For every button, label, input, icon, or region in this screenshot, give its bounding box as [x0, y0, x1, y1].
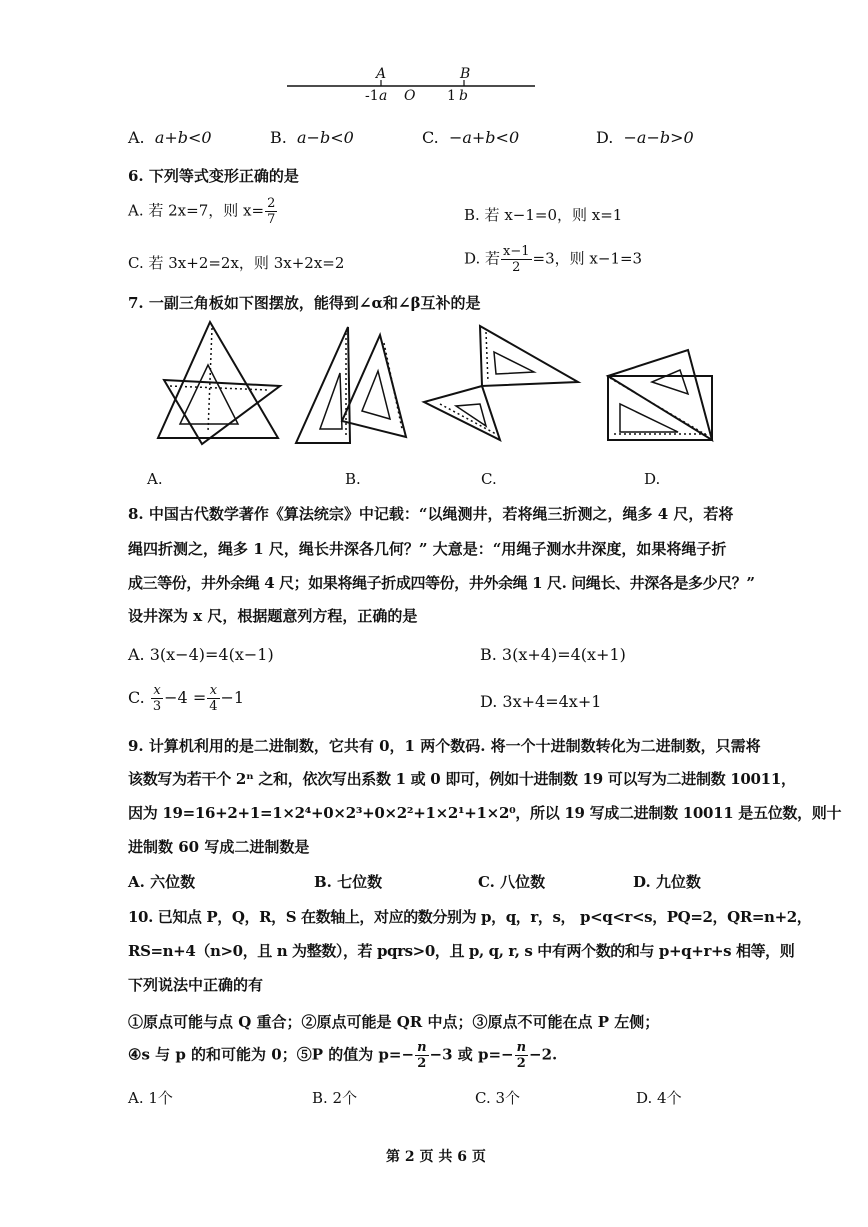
q8-option-d: D. 3x+4=4x+1 [480, 692, 602, 711]
q7-figure-c [420, 322, 585, 447]
q10-line-5: ④s 与 p 的和可能为 0；⑤P 的值为 p=− $\frac{n}{2}$ −3 或 p=− $\frac{n}{2}$ −2. [128, 1040, 558, 1071]
q9-line-1: 9. 计算机利用的是二进制数，它共有 0，1 两个数码. 将一个十进制数转化为二进制数，只需将 [128, 737, 761, 755]
q10-line-4: ①原点可能与点 Q 重合；②原点可能是 QR 中点；③原点不可能在点 P 左侧； [128, 1013, 660, 1031]
q8-line-2: 绳四折测之，绳多 1 尺，绳长井深各几何？” 大意是：“用绳子测水井深度，如果将绳子折 [128, 540, 727, 558]
q7-stem: 7. 一副三角板如下图摆放，能得到∠α和∠β互补的是 [128, 294, 481, 312]
q7-figure-d [600, 342, 725, 447]
tick-1: 1 [447, 88, 456, 104]
q10-option-c: C. 3个 [475, 1089, 521, 1107]
q6-option-c: C. 若 3x+2=2x，则 3x+2x=2 [128, 254, 345, 272]
tick-origin: O [404, 88, 416, 104]
q5-option-d: D. −a−b>0 [596, 128, 694, 147]
tick-a: a [379, 88, 388, 104]
q9-option-d: D. 九位数 [633, 873, 701, 891]
q9-line-3: 因为 19=16+2+1=1×2⁴+0×2³+0×2²+1×2¹+1×2⁰，所以 19 写成二进制数 10011 是五位数，则十 [128, 804, 842, 822]
point-b-label: B [460, 66, 471, 82]
tick-neg1: -1 [365, 88, 379, 104]
q8-line-3: 成三等份，井外余绳 4 尺；如果将绳子折成四等份，井外余绳 1 尺. 问绳长、井深各是多少尺？” [128, 574, 755, 592]
q7-option-b: B. [345, 470, 361, 488]
q9-line-4: 进制数 60 写成二进制数是 [128, 838, 310, 856]
q10-option-d: D. 4个 [636, 1089, 682, 1107]
q7-option-c: C. [481, 470, 497, 488]
q6-option-a: A. 若 2x=7，则 x= $\frac{2}{7}$ [128, 196, 276, 227]
q8-option-a: A. 3(x−4)=4(x−1) [128, 645, 274, 664]
q7-option-d: D. [644, 470, 661, 488]
q6-option-b: B. 若 x−1=0，则 x=1 [464, 206, 623, 224]
q10-option-a: A. 1个 [128, 1089, 173, 1107]
q8-option-c: C. $\frac{x}{3}$ −4 = $\frac{x}{4}$ −1 [128, 683, 245, 714]
q9-option-a: A. 六位数 [128, 873, 196, 891]
q7-figure-b [288, 325, 418, 450]
number-line [0, 0, 868, 110]
q5-option-a: A. a+b<0 [128, 128, 212, 147]
tick-b: b [459, 88, 468, 104]
q8-line-4: 设井深为 x 尺，根据题意列方程，正确的是 [128, 607, 418, 625]
q6-stem: 6. 下列等式变形正确的是 [128, 167, 299, 185]
q9-option-c: C. 八位数 [478, 873, 546, 891]
point-a-label: A [376, 66, 387, 82]
q6-option-d: D. 若 $\frac{x-1}{2}$ =3，则 x−1=3 [464, 244, 643, 275]
q9-option-b: B. 七位数 [314, 873, 383, 891]
q5-option-c: C. −a+b<0 [422, 128, 520, 147]
q10-option-b: B. 2个 [312, 1089, 358, 1107]
q9-line-2: 该数写为若干个 2ⁿ 之和，依次写出系数 1 或 0 即可，例如十进制数 19 可以写为二进制数 10011， [128, 770, 796, 788]
q10-line-2: RS=n+4（n>0，且 n 为整数），若 pqrs>0，且 p, q, r, s 中有两个数的和与 p+q+r+s 相等，则 [128, 942, 795, 960]
q8-line-1: 8. 中国古代数学著作《算法统宗》中记载：“以绳测井，若将绳三折测之，绳多 4 尺，若将 [128, 505, 734, 523]
q10-line-3: 下列说法中正确的有 [128, 976, 264, 994]
q5-option-b: B. a−b<0 [270, 128, 354, 147]
page-footer: 第 2 页 共 6 页 [386, 1149, 486, 1165]
q7-option-a: A. [147, 470, 163, 488]
q10-line-1: 10. 已知点 P，Q，R，S 在数轴上，对应的数分别为 p，q，r，s， p<q<r<s，PQ=2，QR=n+2， [128, 908, 812, 926]
q7-figure-a [150, 320, 290, 450]
q8-option-b: B. 3(x+4)=4(x+1) [480, 645, 626, 664]
